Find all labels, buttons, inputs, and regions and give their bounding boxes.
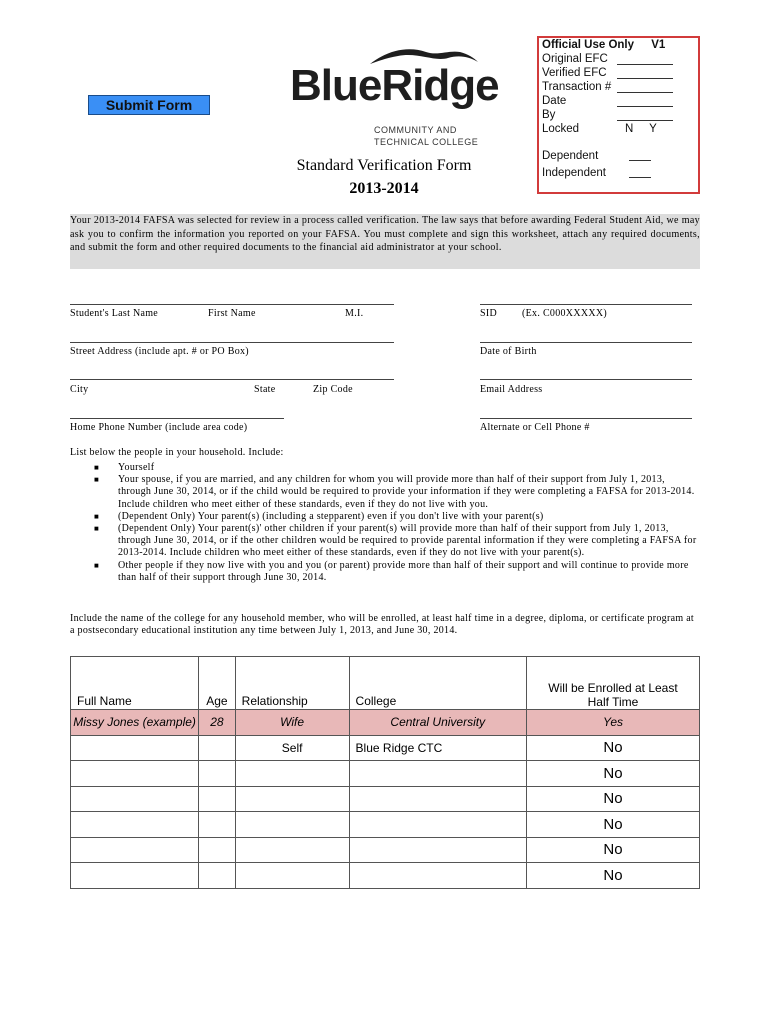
dob-label: Date of Birth	[480, 346, 537, 357]
email-label: Email Address	[480, 384, 543, 395]
header-age: Age	[199, 657, 236, 710]
logo-subtitle: COMMUNITY AND TECHNICAL COLLEGE	[374, 125, 479, 147]
cell-relationship-input[interactable]	[235, 761, 349, 787]
dob-input[interactable]	[480, 342, 692, 343]
household-bullet-list	[94, 462, 700, 584]
cell-name: Missy Jones (example)	[71, 710, 199, 736]
official-row: Date	[542, 95, 567, 107]
cell-enrolled: Yes	[526, 710, 699, 736]
enrolled-dropdown[interactable]: No	[526, 863, 699, 889]
list-item: ■ (Dependent Only) Your parent(s)' other children if your parent(s) will provide more than half of their support from July 1, 2013, through June 30, 2014, or if the other children would be required to provide parental information if they were completing a FAFSA for 2013-2014. Include children who meet either of these standards, even if they do not live with your parent(s).	[94, 523, 697, 559]
cell-age-input[interactable]	[199, 786, 236, 812]
submit-form-button[interactable]: Submit Form	[88, 95, 210, 115]
sid-input[interactable]	[480, 304, 692, 305]
city-state-zip-input[interactable]	[70, 379, 394, 380]
college-note: Include the name of the college for any household member, who will be enrolled, at least half time in a degree, diploma, or certificate program at a postsecondary educational institution any time between July 1, 2013, and June 30, 2014.	[70, 613, 695, 637]
list-item: ■ (Dependent Only) Your parent(s) (including a stepparent) even if you don't live with your parent(s)	[94, 510, 544, 522]
home-phone-label: Home Phone Number (include area code)	[70, 422, 248, 433]
sid-example: (Ex. C000XXXXX)	[522, 308, 608, 319]
table-row	[71, 812, 700, 838]
enrolled-dropdown[interactable]: No	[526, 761, 699, 787]
header-relationship: Relationship	[235, 657, 349, 710]
enrolled-dropdown[interactable]: No	[526, 735, 699, 761]
cell-college-input[interactable]	[349, 837, 526, 863]
cell-name-input[interactable]	[71, 735, 199, 761]
table-row	[71, 786, 700, 812]
list-item: ■ Other people if they now live with you and you (or parent) provide more than half of their support and will continue to provide more than half of their support through June 30, 2014.	[94, 559, 689, 583]
household-intro: List below the people in your household. Include:	[70, 447, 284, 458]
cell-college-input[interactable]: Blue Ridge CTC	[349, 735, 526, 761]
household-table	[70, 656, 700, 889]
header-full-name: Full Name	[71, 657, 199, 710]
cell-college-input[interactable]	[349, 812, 526, 838]
first-name-label: First Name	[208, 308, 256, 319]
sid-label: SID	[480, 308, 498, 319]
last-name-label: Student's Last Name	[70, 308, 159, 319]
table-row	[71, 863, 700, 889]
cell-relationship-input[interactable]: Self	[235, 735, 349, 761]
official-row: Verified EFC	[542, 67, 607, 79]
zip-label: Zip Code	[313, 384, 353, 395]
table-row	[71, 761, 700, 787]
home-phone-input[interactable]	[70, 418, 284, 419]
dependent-label: Dependent	[542, 150, 599, 162]
list-item: ■ Your spouse, if you are married, and any children for whom you will provide more than half of their support from July 1, 2013, through June 30, 2014, or if the child would be required to provide your information if they were completing a FAFSA for 2013-2014. Include children who meet either of these standards, even if they do not live with you.	[94, 474, 695, 510]
cell-relationship-input[interactable]	[235, 786, 349, 812]
alt-phone-input[interactable]	[480, 418, 692, 419]
cell-name-input[interactable]	[71, 761, 199, 787]
cell-name-input[interactable]	[71, 863, 199, 889]
cell-name-input[interactable]	[71, 812, 199, 838]
mi-label: M.I.	[345, 308, 364, 319]
official-use-box	[537, 36, 700, 194]
enrolled-dropdown[interactable]: No	[526, 837, 699, 863]
cell-relationship-input[interactable]	[235, 837, 349, 863]
independent-label: Independent	[542, 167, 606, 179]
official-row: By	[542, 109, 556, 121]
official-title: Official Use Only	[542, 39, 635, 51]
locked-options: N Y	[625, 123, 657, 135]
official-row: Locked	[542, 123, 580, 135]
form-title: Standard Verification Form	[296, 157, 472, 174]
cell-relationship-input[interactable]	[235, 863, 349, 889]
cell-age-input[interactable]	[199, 735, 236, 761]
cell-age-input[interactable]	[199, 812, 236, 838]
cell-relationship: Wife	[235, 710, 349, 736]
enrolled-dropdown[interactable]: No	[526, 786, 699, 812]
logo-wordmark: BlueRidge	[290, 61, 499, 110]
alt-phone-label: Alternate or Cell Phone #	[480, 422, 590, 433]
enrolled-dropdown[interactable]: No	[526, 812, 699, 838]
email-input[interactable]	[480, 379, 692, 380]
cell-age-input[interactable]	[199, 761, 236, 787]
table-row	[71, 735, 700, 761]
official-row: Original EFC	[542, 53, 608, 65]
street-address-input[interactable]	[70, 342, 394, 343]
cell-name-input[interactable]	[71, 786, 199, 812]
cell-name-input[interactable]	[71, 837, 199, 863]
intro-paragraph: Your 2013-2014 FAFSA was selected for review in a process called verification. The law says that before awarding Federal Student Aid, we may ask you to confirm the information you reported on your FAFSA. You must complete and sign this worksheet, attach any required documents, and submit the form and other required documents to the financial aid administrator at your school.	[70, 214, 700, 269]
official-row: Transaction #	[542, 81, 612, 93]
table-row	[71, 837, 700, 863]
last-name-input[interactable]	[70, 304, 394, 305]
header-enrolled: Will be Enrolled at Least Half Time	[526, 657, 699, 710]
table-row-example	[71, 710, 700, 736]
header-college: College	[349, 657, 526, 710]
cell-age: 28	[199, 710, 236, 736]
cell-college: Central University	[349, 710, 526, 736]
official-version: V1	[651, 39, 666, 51]
cell-college-input[interactable]	[349, 786, 526, 812]
cell-college-input[interactable]	[349, 863, 526, 889]
state-label: State	[254, 384, 276, 395]
city-label: City	[70, 384, 89, 395]
list-item: ■ Yourself	[94, 462, 155, 473]
cell-relationship-input[interactable]	[235, 812, 349, 838]
street-address-label: Street Address (include apt. # or PO Box)	[70, 346, 249, 357]
form-year: 2013-2014	[349, 180, 419, 197]
cell-college-input[interactable]	[349, 761, 526, 787]
table-header-row	[71, 657, 700, 710]
cell-age-input[interactable]	[199, 863, 236, 889]
cell-age-input[interactable]	[199, 837, 236, 863]
